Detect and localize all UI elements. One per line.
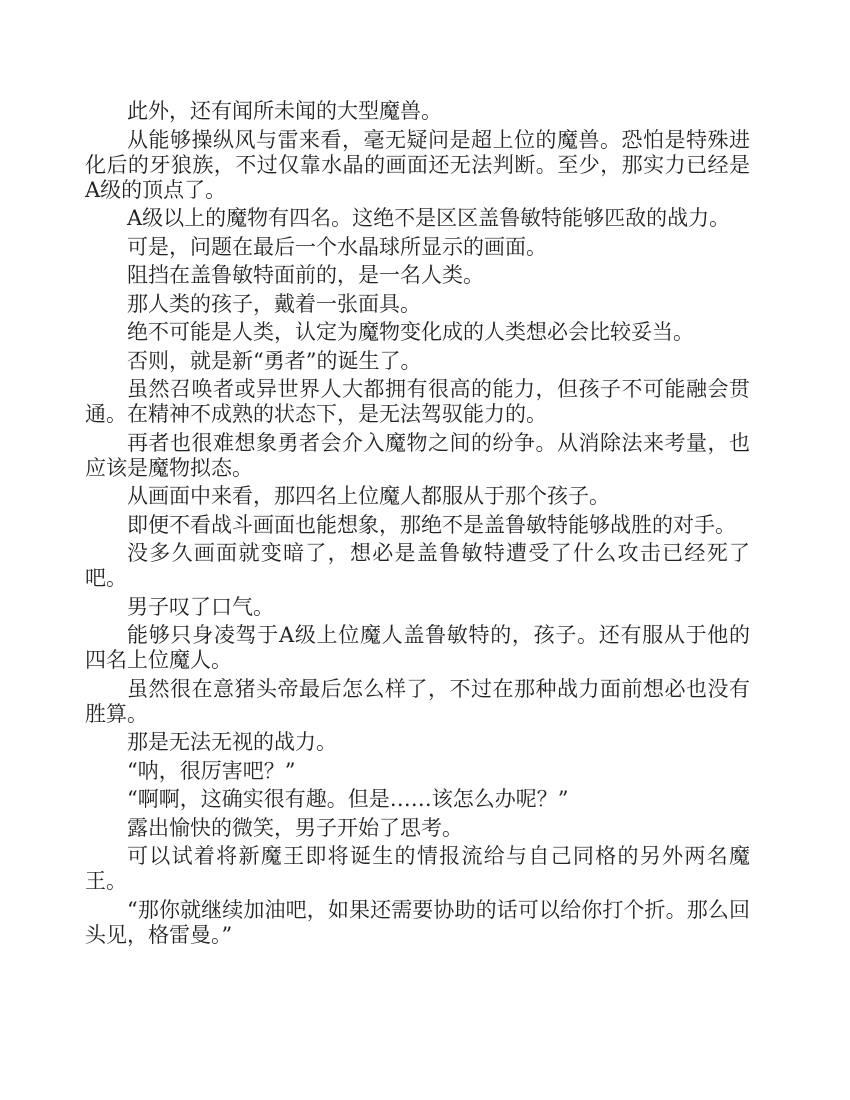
paragraph: 虽然很在意猪头帝最后怎么样了，不过在那种战力面前想必也没有胜算。 [85,676,750,726]
text-content [85,99,750,948]
paragraph: 男子叹了口气。 [127,594,274,619]
paragraph: 能够只身凌驾于A级上位魔人盖鲁敏特的，孩子。还有服从于他的四名上位魔人。 [85,623,750,672]
paragraph: 露出愉快的微笑，男子开始了思考。 [127,815,463,840]
paragraph: 虽然召唤者或异世界人大都拥有很高的能力，但孩子不可能融会贯通。在精神不成熟的状态下，是无法驾驭能力的。 [85,377,750,426]
paragraph: 绝不可能是人类，认定为魔物变化成的人类想必会比较妥当。 [127,320,694,344]
paragraph: “啊啊，这确实很有趣。但是……该怎么办呢？” [127,787,569,811]
paragraph: 没多久画面就变暗了，想必是盖鲁敏特遭受了什么攻击已经死了吧。 [85,541,750,590]
paragraph: 从画面中来看，那四名上位魔人都服从于那个孩子。 [127,484,610,508]
paragraph: A级以上的魔物有四名。这绝不是区区盖鲁敏特能够匹敌的战力。 [127,206,731,230]
paragraph: 即便不看战斗画面也能想象，那绝不是盖鲁敏特能够战胜的对手。 [127,512,736,537]
paragraph: “那你就继续加油吧，如果还需要协助的话可以给你打个折。那么回头见，格雷曼。” [85,897,750,947]
paragraph: “呐，很厉害吧？” [127,758,296,783]
paragraph: 那是无法无视的战力。 [127,730,337,754]
paragraph: 此外，还有闻所未闻的大型魔兽。 [127,99,442,123]
paragraph: 阻挡在盖鲁敏特面前的，是一名人类。 [127,263,484,287]
paragraph: 从能够操纵风与雷来看，毫无疑问是超上位的魔兽。恐怕是特殊进化后的牙狼族，不过仅靠水晶的画面还无法判断。至少，那实力已经是A级的顶点了。 [85,127,750,202]
paragraph: 否则，就是新“勇者”的诞生了。 [127,348,422,373]
paragraph: 再者也很难想象勇者会介入魔物之间的纷争。从消除法来考量，也应该是魔物拟态。 [85,430,750,480]
paragraph: 可是，问题在最后一个水晶球所显示的画面。 [127,234,547,259]
paragraph: 那人类的孩子，戴着一张面具。 [127,291,421,316]
paragraph: 可以试着将新魔王即将诞生的情报流给与自己同格的另外两名魔王。 [85,844,750,893]
